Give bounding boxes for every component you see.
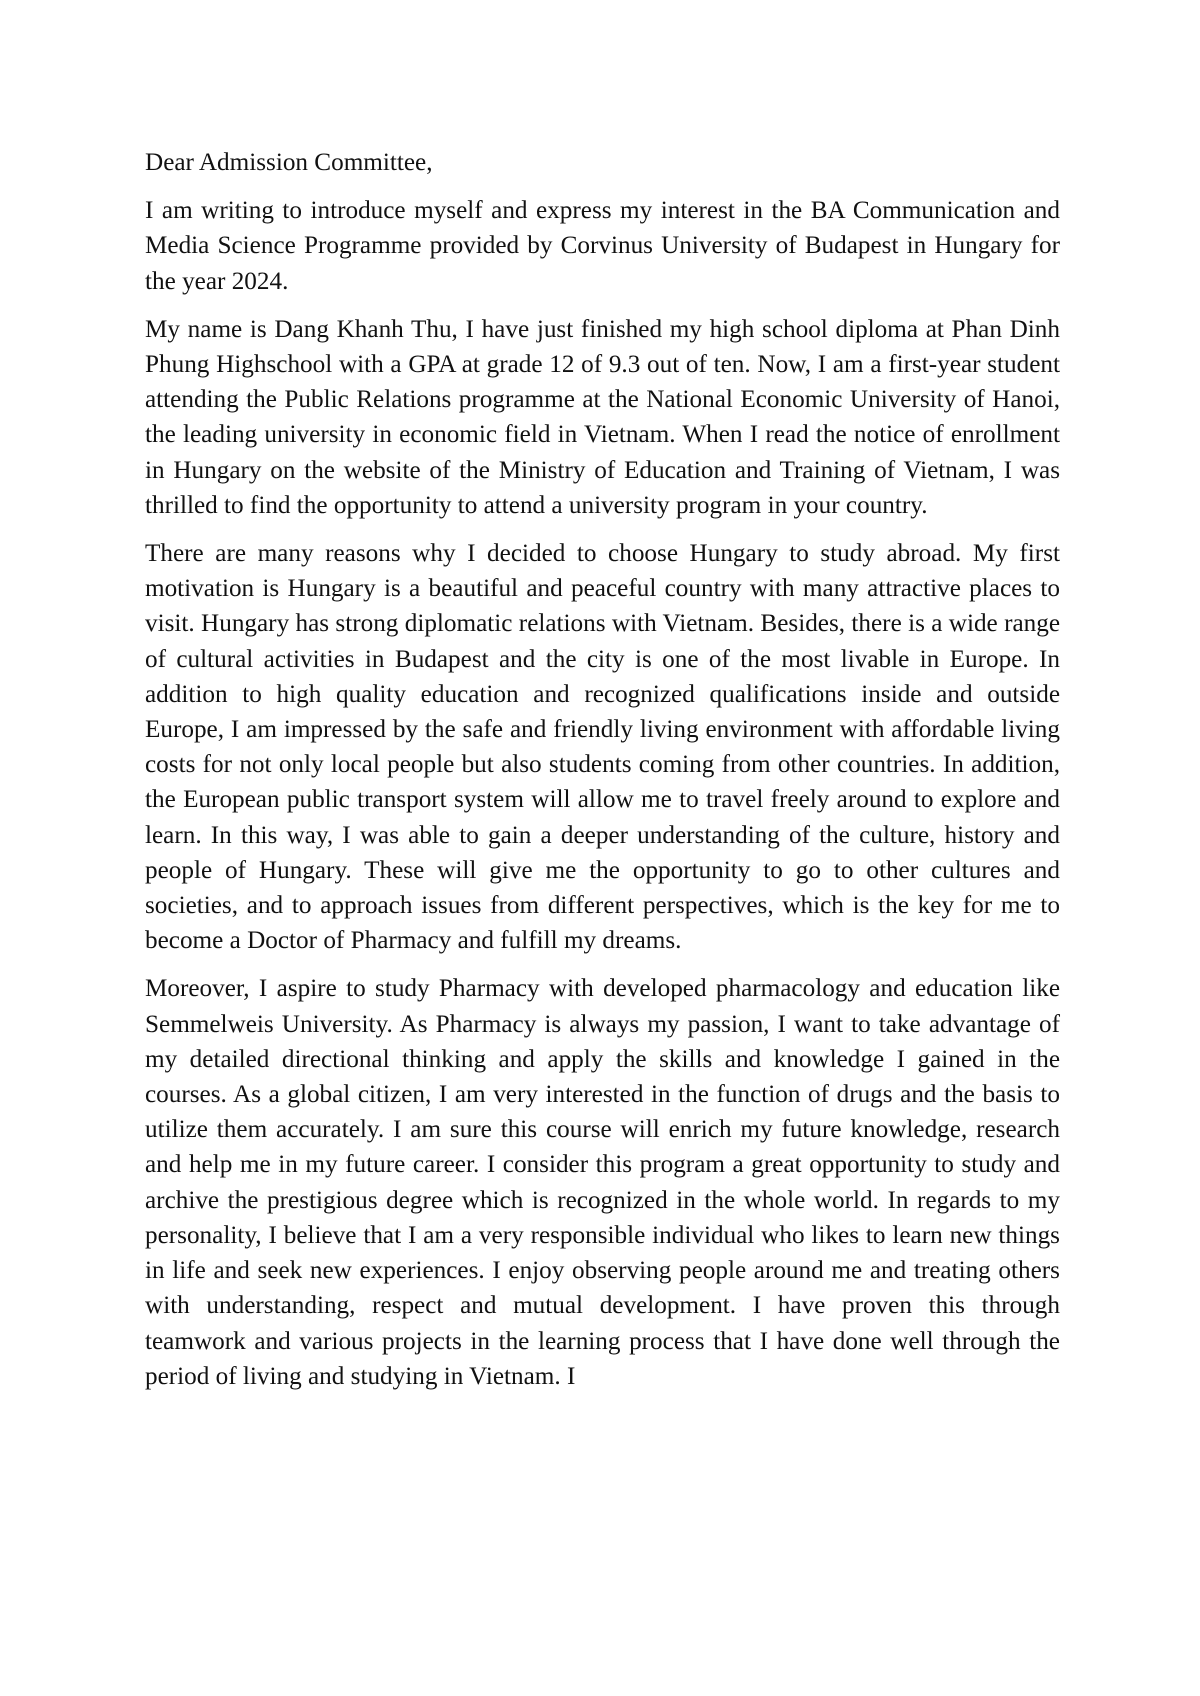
salutation: Dear Admission Committee, [145,149,433,176]
letter-page [145,145,1060,1394]
paragraph-intro: I am writing to introduce myself and express my interest in the BA Communication and Media Science Programme provided by Corvinus University of Budapest in Hungary for the year 2024. [145,197,1060,295]
paragraph-reasons: There are many reasons why I decided to choose Hungary to study abroad. My first motivation is Hungary is a beautiful and peaceful country with many attractive places to visit. Hungary has strong diplomatic relations with Vietnam. Besides, there is a wide range of cultural activities in Budapest and the city is one of the most livable in Europe. In addition to high quality education and recognized qualifications inside and outside Europe, I am impressed by the safe and friendly living environment with affordable living costs for not only local people but also students coming from other countries. In addition, the European public transport system will allow me to travel freely around to explore and learn. In this way, I was able to gain a deeper understanding of the culture, history and people of Hungary. These will give me the opportunity to go to other cultures and societies, and to approach issues from different perspectives, which is the key for me to become a Doctor of Pharmacy and fulfill my dreams. [145,540,1060,955]
paragraph-aspirations: Moreover, I aspire to study Pharmacy with developed pharmacology and education like Semmelweis University. As Pharmacy is always my passion, I want to take advantage of my detailed directional thinking and apply the skills and knowledge I gained in the courses. As a global citizen, I am very interested in the function of drugs and the basis to utilize them accurately. I am sure this course will enrich my future knowledge, research and help me in my future career. I consider this program a great opportunity to study and archive the prestigious degree which is recognized in the whole world. In regards to my personality, I believe that I am a very responsible individual who likes to learn new things in life and seek new experiences. I enjoy observing people around me and treating others with understanding, respect and mutual development. I have proven this through teamwork and various projects in the learning process that I have done well through the period of living and studying in Vietnam. I [145,975,1060,1390]
paragraph-background: My name is Dang Khanh Thu, I have just finished my high school diploma at Phan Dinh Phung Highschool with a GPA at grade 12 of 9.3 out of ten. Now, I am a first-year student attending the Public Relations programme at the National Economic University of Hanoi, the leading university in economic field in Vietnam. When I read the notice of enrollment in Hungary on the website of the Ministry of Education and Training of Vietnam, I was thrilled to find the opportunity to attend a university program in your country. [145,315,1060,519]
